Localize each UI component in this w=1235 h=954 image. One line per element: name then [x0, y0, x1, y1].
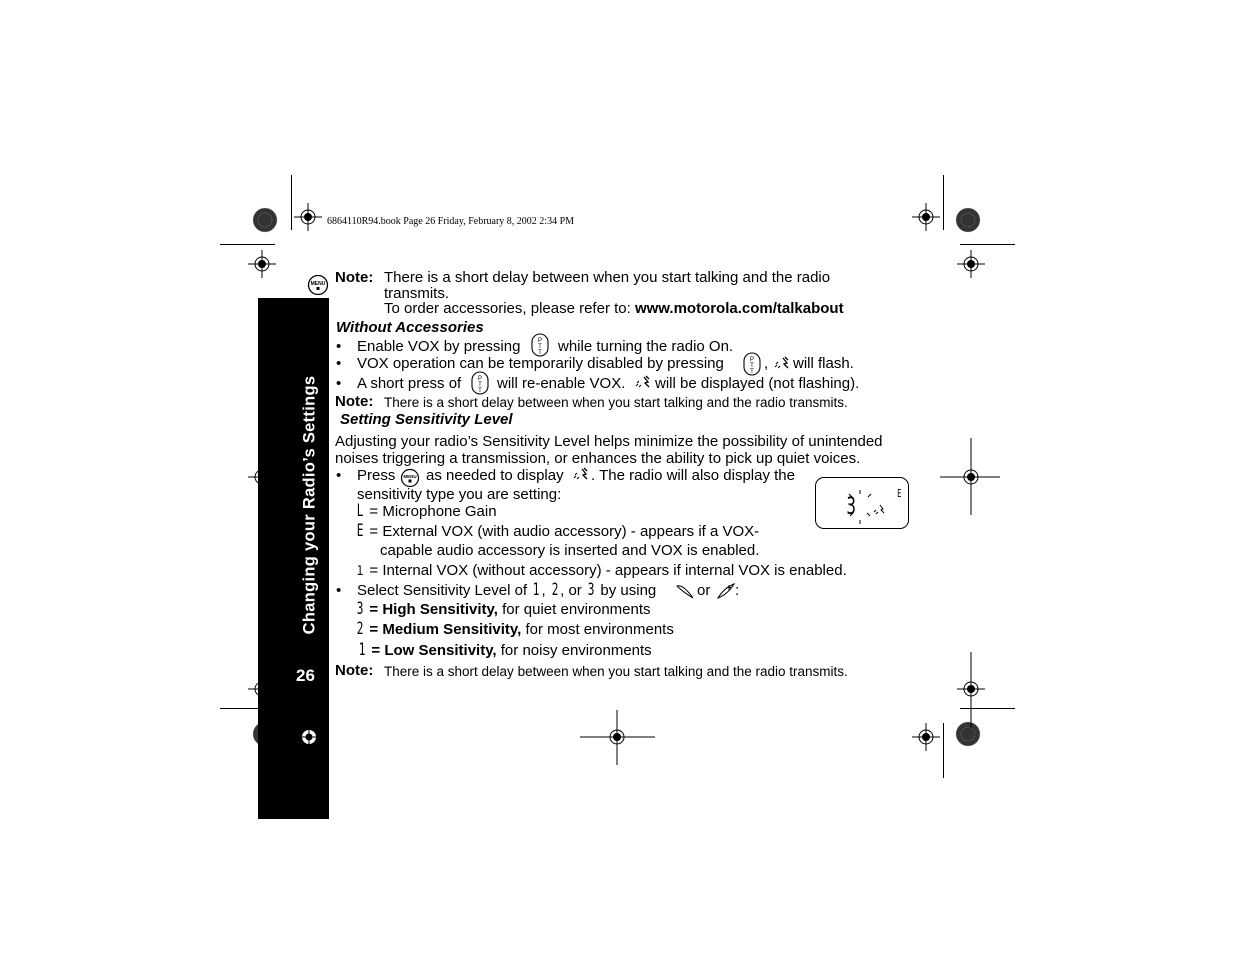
- display-corner: E: [897, 487, 902, 500]
- menu-button-icon: [400, 468, 420, 488]
- ptt-button-icon: [531, 333, 549, 357]
- int-text: = Internal VOX (without accessory) - appears if internal VOX is enabled.: [369, 562, 847, 579]
- ext-row: [355, 523, 759, 540]
- sidebar-title: Changing your Radio’s Settings: [300, 375, 319, 635]
- ext-text2: capable audio accessory is inserted and VOX is enabled.: [380, 542, 760, 559]
- low-label: = Low Sensitivity,: [371, 642, 497, 659]
- bullet: •: [336, 355, 342, 372]
- svg-text:MENU: MENU: [310, 281, 326, 287]
- without-b3-b: will re-enable VOX.: [497, 375, 626, 392]
- svg-text:T: T: [538, 350, 542, 356]
- press-b: as needed to display: [426, 467, 564, 484]
- note2-text: There is a short delay between when you start talking and the radio transmits.: [384, 395, 848, 410]
- int-code: ı: [356, 560, 364, 580]
- svg-text:T: T: [478, 388, 482, 394]
- or-text: or: [697, 582, 711, 599]
- ext-code: E: [356, 521, 364, 541]
- level-1: 1: [533, 580, 540, 600]
- svg-text:P: P: [749, 357, 755, 363]
- press-a: Press: [357, 467, 396, 484]
- low-row: [357, 642, 652, 659]
- press-d: sensitivity type you are setting:: [357, 486, 562, 503]
- svg-text:P: P: [477, 376, 483, 382]
- without-b3-c: will be displayed (not flashing).: [655, 375, 860, 392]
- svg-text:P: P: [537, 338, 543, 344]
- med-label: = Medium Sensitivity,: [369, 621, 522, 638]
- menu-button-icon: [307, 274, 329, 296]
- note1-text2: transmits.: [384, 285, 450, 302]
- without-b1-a: Enable VOX by pressing: [357, 338, 521, 355]
- med-text: for most environments: [525, 621, 674, 638]
- select-row: Select Sensitivity Level of 1 , 2 , or 3 by using: [357, 580, 657, 600]
- note3-text: There is a short delay between when you start talking and the radio transmits.: [384, 664, 848, 679]
- int-row: [355, 562, 847, 579]
- ptt-button-icon: [471, 371, 489, 395]
- note1-text1: There is a short delay between when you start talking and the radio: [384, 269, 831, 286]
- high-text: for quiet environments: [502, 601, 651, 618]
- without-b3-a: A short press of: [357, 375, 462, 392]
- display-digit: 3: [846, 492, 856, 520]
- bullet: •: [336, 338, 342, 355]
- svg-text:MENU: MENU: [403, 474, 417, 479]
- without-heading: Without Accessories: [336, 319, 484, 336]
- vox-icon: [572, 466, 590, 482]
- radio-display: [815, 477, 909, 529]
- without-b2-a: VOX operation can be temporarily disabled by pressing: [357, 355, 724, 372]
- sensitivity-heading: Setting Sensitivity Level: [340, 411, 513, 428]
- svg-text:T: T: [538, 344, 542, 350]
- mic-text: = Microphone Gain: [369, 503, 497, 520]
- bullet: •: [336, 467, 342, 484]
- svg-text:T: T: [750, 369, 754, 375]
- bullet: •: [336, 375, 342, 392]
- sensitivity-para2: noises triggering a transmission, or enhances the ability to pick up quiet voices.: [335, 450, 861, 467]
- ptt-button-icon: [743, 352, 761, 376]
- med-code: 2: [356, 619, 364, 639]
- high-row: [355, 601, 651, 618]
- without-b1-b: while turning the radio On.: [558, 338, 734, 355]
- mic-row: [355, 503, 497, 520]
- high-code: 3: [356, 599, 364, 619]
- vox-icon: [634, 374, 652, 390]
- volume-up-icon: [716, 582, 736, 600]
- low-text: for noisy environments: [500, 642, 652, 659]
- press-c: . The radio will also display the: [591, 467, 795, 484]
- note1-label: Note:: [335, 269, 374, 286]
- ext-text1: = External VOX (with audio accessory) - appears if a VOX-: [369, 523, 760, 540]
- page-number: 26: [296, 666, 315, 685]
- level-3: 3: [587, 580, 595, 600]
- mic-code: L: [356, 501, 364, 521]
- colon-text: :: [735, 582, 740, 599]
- sensitivity-para1: Adjusting your radio’s Sensitivity Level helps minimize the possibility of unintended: [335, 433, 883, 450]
- svg-text:T: T: [478, 382, 482, 388]
- order-text: To order accessories, please refer to:: [384, 300, 635, 317]
- flash-rays-icon: [846, 490, 890, 526]
- med-row: [355, 621, 674, 638]
- sidebar-target-icon: [299, 727, 319, 747]
- without-b2-b: ,: [764, 355, 769, 372]
- accessories-url[interactable]: www.motorola.com/talkabout: [634, 300, 844, 317]
- vox-icon: [773, 355, 791, 371]
- low-code: 1: [358, 640, 366, 660]
- svg-text:T: T: [750, 363, 754, 369]
- volume-down-icon: [675, 582, 695, 600]
- high-label: = High Sensitivity,: [369, 601, 498, 618]
- without-b2-c: will flash.: [793, 355, 854, 372]
- note1-order: [384, 300, 844, 317]
- note3-label: Note:: [335, 662, 374, 679]
- select-b: by using: [600, 582, 657, 599]
- bullet: •: [336, 582, 342, 599]
- select-a: Select Sensitivity Level of: [357, 582, 528, 599]
- book-header: 6864110R94.book Page 26 Friday, February 8, 2002 2:34 PM: [327, 216, 575, 227]
- note2-label: Note:: [335, 393, 374, 410]
- level-2: 2: [551, 580, 559, 600]
